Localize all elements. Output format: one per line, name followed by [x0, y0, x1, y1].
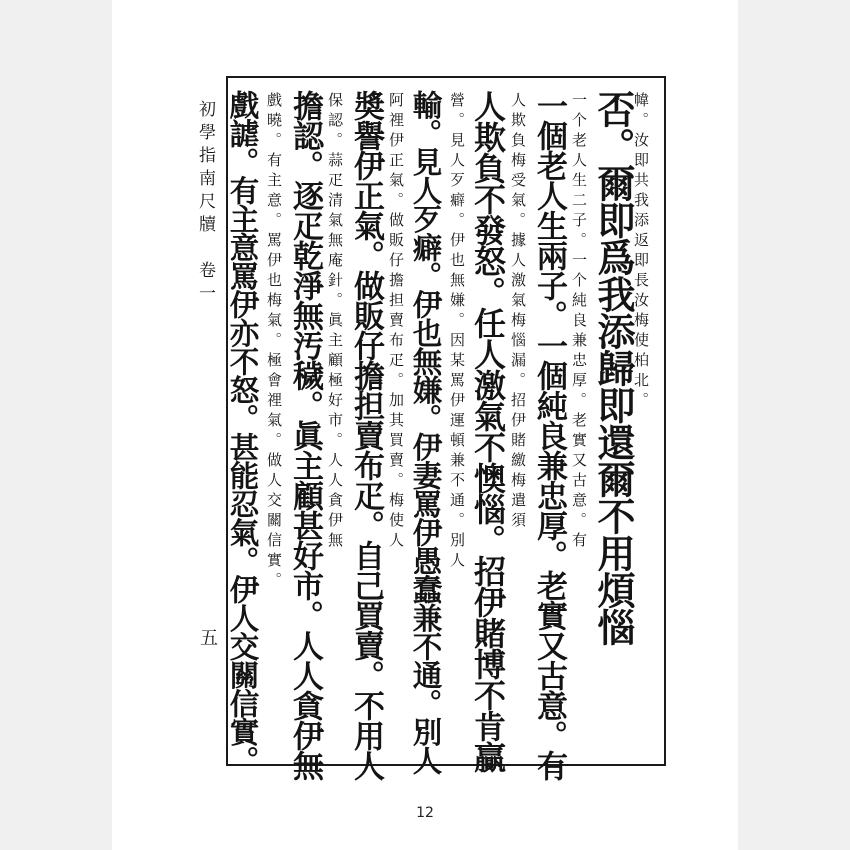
text-column-12: 擔認。逐疋乾淨無汚穢。眞主顧甚好市。人人貪伊無 — [287, 90, 323, 780]
text-column-4: 一個老人生兩子。一個純良兼忠厚。老實又古意。有 — [531, 90, 567, 780]
text-column-5: 人欺負梅受氣。據人激氣梅惱漏。招伊賭繳梅遣須 — [509, 92, 527, 532]
text-column-11: 保認。蒜疋清氣無庵針。眞主顧極好市。人人貪伊無 — [326, 92, 344, 552]
text-column-1: 幃。汝即共我添返即長汝梅使柏北。 — [632, 92, 650, 412]
text-column-8: 輸。見人歹癖。伊也無嫌。伊妻罵伊愚蠢兼不通。別人 — [408, 90, 444, 774]
text-column-14: 戲謔。有主意罵伊亦不怒。甚能忍氣。伊人交關信實。 — [225, 90, 261, 774]
text-column-2: 否。爾即爲我添歸即還爾不用煩惱 — [591, 90, 636, 645]
text-column-13: 戲曉。有主意。罵伊也梅氣。極會𥚃氣。做人交關信實。 — [265, 92, 283, 592]
text-column-3: 一个老人生二子。一个純良兼忠厚。老實又古意。有 — [570, 92, 588, 552]
margin-folio-number: 五 — [197, 628, 218, 646]
text-column-6: 人欺負不發怒。任人激氣不懊惱。招伊賭博不肯贏 — [469, 90, 507, 772]
margin-book-title: 初學指南尺牘 卷一 — [195, 100, 215, 307]
page-number: 12 — [416, 805, 434, 821]
text-column-10: 奬譽伊正氣。做販仔擔担賣布疋。自己買賣。不用人 — [348, 90, 384, 780]
text-column-7: 營。見人歹癖。伊也無嫌。因某罵伊運頓兼不通。別人 — [448, 92, 466, 572]
text-column-9: 阿𥚃伊正氣。做販仔擔担賣布疋。加其買賣。梅使人 — [387, 92, 405, 552]
